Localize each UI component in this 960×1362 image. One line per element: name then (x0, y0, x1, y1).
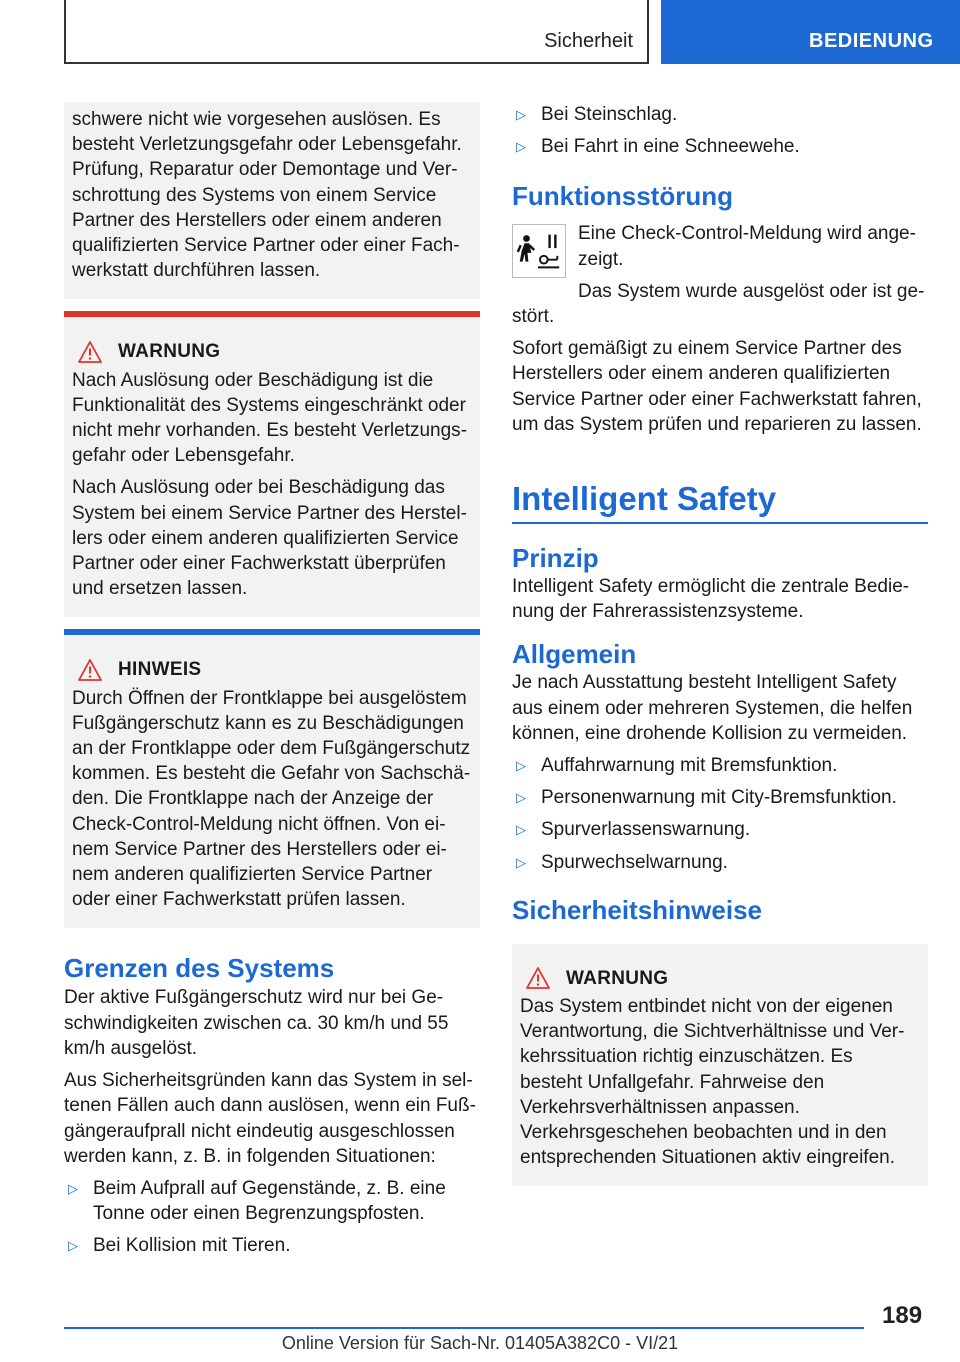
safety-warning-box (512, 944, 928, 1187)
allgemein-paragraph: Je nach Ausstattung besteht Intelligent Safety aus einem oder mehreren Systemen, die helfen können, eine drohende Kollision zu vermeiden. (512, 672, 913, 744)
list-arrow-icon: ▷ (516, 107, 526, 122)
footer-version-text: Online Version für Sach-Nr. 01405A382C0 - VI/21 (281, 1333, 679, 1353)
section-title-grenzen: Grenzen des Systems (64, 953, 335, 984)
prinzip-paragraph: Intelligent Safety ermöglicht die zentrale Bedienung der Fahrerassistenzsysteme. (512, 576, 910, 623)
header-section-tab (64, 0, 649, 64)
notice-box (64, 629, 480, 928)
continued-warning-box (64, 102, 480, 299)
grenzen-paragraph-2: Aus Sicherheitsgründen kann das System in seltenen Fällen auch dann auslösen, wenn ein Fußgängeraufprall nicht eindeutig ausgeschlossen werden kann, z. B. in folgenden Situationen: (64, 1070, 476, 1167)
header-chapter-tab (661, 0, 960, 64)
section-title-sicherheitshinweise: Sicherheitshinweise (512, 894, 762, 925)
left-column (64, 102, 480, 1266)
list-item: ▷ Personenwarnung mit City-Bremsfunktion. (512, 785, 928, 810)
warning-heading (72, 317, 472, 367)
list-item: ▷ Spurwechselwarnung. (512, 850, 928, 875)
check-control-row (512, 221, 928, 278)
list-item: ▷ Spurverlassenswarnung. (512, 817, 928, 842)
grenzen-paragraph-1: Der aktive Fußgängerschutz wird nur bei Geschwindigkeiten zwischen ca. 30 km/h und 55 km/h ausgelöst. (64, 987, 449, 1059)
chapter-title-intelligent-safety: Intelligent Safety (512, 480, 777, 518)
list-item: ▷ Auffahrwarnung mit Bremsfunktion. (512, 753, 928, 778)
notice-label: HINWEIS (118, 659, 202, 681)
list-arrow-icon: ▷ (516, 790, 526, 806)
right-column (512, 102, 928, 1186)
list-arrow-icon: ▷ (68, 1238, 78, 1254)
warning-label: WARNUNG (118, 341, 221, 363)
header-section-label: Sicherheit (544, 30, 633, 52)
safety-warning-label: WARNUNG (566, 967, 669, 989)
list-arrow-icon: ▷ (516, 758, 526, 774)
warning-paragraph-1: Nach Auslösung oder Beschädigung ist die Funktionalität des Systems eingeschränkt oder nicht mehr vorhanden. Es besteht Verletzungsgefahr oder Lebensgefahr. (72, 369, 468, 467)
grenzen-list (64, 1176, 480, 1259)
list-arrow-icon: ▷ (516, 822, 526, 838)
list-item: ▷ Bei Fahrt in eine Schneewehe. (512, 134, 928, 159)
list-item: ▷ Bei Kollision mit Tieren. (64, 1233, 480, 1258)
section-title-funktionsstoerung: Funktionsstörung (512, 181, 733, 212)
safety-warning-heading (520, 944, 920, 994)
page-number: 189 (882, 1302, 923, 1329)
systems-list (512, 753, 928, 875)
pedestrian-protection-icon (512, 224, 566, 278)
header-chapter-label: BEDIENUNG (809, 30, 934, 52)
list-item: ▷ Beim Aufprall auf Gegenstände, z. B. eine Tonne oder einen Begrenzungspfosten. (68, 1177, 446, 1225)
section-title-prinzip: Prinzip (512, 543, 599, 574)
section-title-allgemein: Allgemein (512, 639, 637, 670)
warning-triangle-icon (78, 659, 102, 681)
check-control-text (578, 221, 928, 278)
notice-paragraph: Durch Öffnen der Frontklappe bei ausgelöstem Fußgängerschutz kann es zu Beschädigungen an der Frontklappe oder dem Fußgängerschutz kommen. Es besteht die Gefahr von Sachschäden. Die Frontklappe nach der Anzeige der Check-Control-Meldung nicht öffnen. Von einem Service Partner des Herstellers oder einem anderen qualifizierten Service Partner oder einer Fachwerkstatt prüfen lassen. (72, 687, 471, 911)
safety-warning-paragraph: Das System entbindet nicht von der eigenen Verantwortung, die Sichtverhältnisse und Verkehrssituation richtig einzuschätzen. Es besteht Unfallgefahr. Fahrweise den Verkehrsverhältnissen anpassen. Verkehrsgeschehen beobachten und in den entsprechenden Situationen aktiv eingreifen. (520, 996, 905, 1169)
warning-paragraph-2: Nach Auslösung oder bei Beschädigung das System bei einem Service Partner des Herstellers oder einem anderen qualifizierten Service Partner oder einer Fachwerkstatt überprüfen und ersetzen lassen. (72, 477, 467, 600)
funktion-paragraph-1: Eine Check-Control-Meldung wird angezeigt. (578, 223, 916, 270)
funktion-paragraph-3: Sofort gemäßigt zu einem Service Partner des Herstellers oder einem anderen qualifizierten Service Partner oder einer Fachwerkstatt fahren, um das System prüfen und reparieren zu lassen. (512, 338, 922, 435)
list-arrow-icon: ▷ (516, 139, 526, 155)
warning-triangle-icon (78, 341, 102, 363)
situations-list-continued (512, 102, 928, 159)
funktion-paragraph-2: Das System wurde ausgelöst oder ist gestört. (512, 280, 925, 328)
warning-triangle-icon (526, 967, 550, 989)
list-item: ▷ Bei Steinschlag. (512, 102, 928, 127)
notice-heading (72, 635, 472, 685)
footer-rule (64, 1327, 864, 1329)
continued-warning-text: schwere nicht wie vorgesehen auslösen. Es besteht Verletzungsgefahr oder Lebensgefahr. Prüfung, Reparatur oder Demontage und Verschrottung des Systems von einem Service Partner des Herstellers oder einem anderen qualifizierten Service Partner oder einer Fachwerkstatt durchführen lassen. (72, 109, 462, 282)
warning-box (64, 311, 480, 617)
list-arrow-icon: ▷ (68, 1180, 78, 1196)
list-arrow-icon: ▷ (516, 854, 526, 870)
